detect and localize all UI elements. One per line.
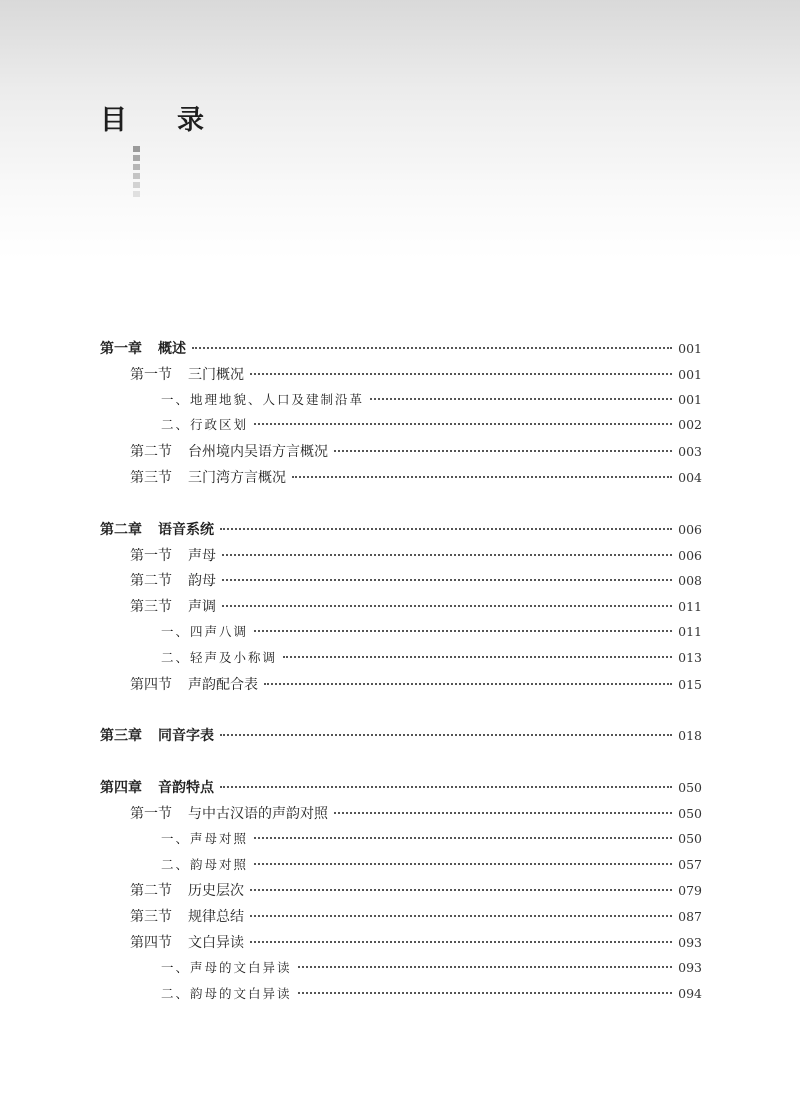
decorative-square	[133, 191, 140, 197]
toc-entry-section[interactable]	[100, 364, 702, 390]
toc-page-number: 050	[678, 805, 702, 821]
toc-entry-title: 历史层次	[188, 883, 244, 900]
toc-entry-title: 二、韵母的文白异读	[161, 985, 292, 1001]
decorative-square	[133, 164, 140, 170]
dot-leader	[370, 398, 672, 400]
toc-entry-section[interactable]	[100, 906, 702, 932]
dot-leader	[222, 554, 672, 556]
toc-entry-number: 第四章	[100, 780, 142, 797]
toc-entry-label	[161, 415, 248, 433]
dot-leader	[292, 476, 672, 478]
toc-entry-number: 第三章	[100, 728, 142, 745]
decorative-square	[133, 182, 140, 188]
title-char-2: 录	[177, 105, 204, 136]
toc-page-number: 008	[678, 573, 702, 589]
dot-leader	[222, 579, 672, 581]
toc-entry-title: 语音系统	[158, 521, 214, 538]
toc-entry-title: 三门概况	[188, 366, 244, 383]
toc-entry-sub[interactable]	[100, 984, 702, 1010]
toc-entry-title: 一、声母的文白异读	[161, 959, 292, 975]
decorative-squares	[133, 146, 140, 197]
toc-entry-title: 音韵特点	[158, 780, 214, 797]
dot-leader	[250, 373, 672, 375]
toc-spacer	[100, 493, 702, 519]
toc-page-number: 050	[678, 830, 702, 846]
toc-page-number: 001	[678, 366, 702, 382]
dot-leader	[298, 966, 672, 968]
toc-entry-section[interactable]	[100, 467, 702, 493]
toc-page-number: 093	[678, 959, 702, 975]
dot-leader	[283, 656, 672, 658]
toc-entry-label	[100, 519, 214, 539]
toc-entry-sub[interactable]	[100, 958, 702, 984]
toc-entry-chapter[interactable]	[100, 725, 702, 751]
dot-leader	[334, 450, 672, 452]
dot-leader	[220, 734, 672, 736]
toc-entry-title: 二、轻声及小称调	[161, 649, 278, 665]
toc-entry-title: 文白异读	[188, 934, 244, 951]
toc-entry-number: 第二节	[130, 883, 172, 900]
toc-entry-section[interactable]	[100, 545, 702, 571]
toc-entry-section[interactable]	[100, 674, 702, 700]
toc-entry-title: 声韵配合表	[188, 676, 258, 693]
decorative-square	[133, 173, 140, 179]
toc-entry-sub[interactable]	[100, 622, 702, 648]
dot-leader	[220, 528, 672, 530]
dot-leader	[298, 992, 672, 994]
toc-entry-label	[130, 932, 244, 952]
toc-entry-title: 概述	[158, 341, 186, 357]
toc-entry-title: 一、四声八调	[161, 623, 249, 639]
toc-entry-chapter[interactable]	[100, 519, 702, 545]
toc-entry-sub[interactable]	[100, 415, 702, 441]
toc-entry-title: 台州境内吴语方言概况	[188, 444, 328, 461]
toc-entry-label	[130, 467, 286, 487]
toc-page-number: 015	[678, 676, 702, 692]
toc-entry-title: 一、地理地貌、人口及建制沿革	[161, 391, 365, 407]
toc-page-number: 011	[678, 599, 702, 615]
toc-page-number: 050	[678, 780, 702, 796]
toc-entry-label	[161, 390, 364, 408]
toc-entry-title: 二、韵母对照	[161, 856, 249, 872]
toc-entry-section[interactable]	[100, 932, 702, 958]
toc-entry-label	[161, 622, 248, 640]
toc-page-number: 003	[678, 444, 702, 460]
toc-entry-number: 第一章	[100, 341, 142, 357]
toc-entry-number: 第四节	[130, 676, 172, 693]
toc-entry-chapter[interactable]	[100, 777, 702, 803]
toc-entry-label	[130, 803, 328, 823]
toc-entry-number: 第四节	[130, 934, 172, 951]
toc-entry-label	[100, 777, 214, 797]
toc-entry-number: 第二节	[130, 444, 172, 461]
toc-entry-title: 三门湾方言概况	[188, 469, 286, 486]
toc-page-number: 006	[678, 521, 702, 537]
dot-leader	[254, 423, 672, 425]
toc-page-number: 001	[678, 341, 702, 356]
toc-entry-number: 第三节	[130, 469, 172, 486]
toc-entry-sub[interactable]	[100, 648, 702, 674]
decorative-square	[133, 146, 140, 152]
toc-page-number: 018	[678, 728, 702, 744]
dot-leader	[254, 630, 672, 632]
toc-page-number: 006	[678, 547, 702, 563]
toc-entry-section[interactable]	[100, 880, 702, 906]
toc-entry-label	[130, 545, 216, 565]
toc-page-number: 011	[678, 623, 702, 639]
dot-leader	[222, 605, 672, 607]
toc-entry-sub[interactable]	[100, 855, 702, 881]
toc-entry-title: 一、声母对照	[161, 830, 249, 846]
toc-entry-number: 第一节	[130, 366, 172, 383]
toc-entry-title: 同音字表	[158, 728, 214, 745]
decorative-square	[133, 155, 140, 161]
toc-page-number: 094	[678, 985, 702, 1001]
toc-entry-title: 与中古汉语的声韵对照	[188, 805, 328, 822]
toc-entry-number: 第二章	[100, 521, 142, 538]
toc-spacer	[100, 751, 702, 777]
toc-entry-number: 第一节	[130, 547, 172, 564]
toc-page-number: 001	[678, 391, 702, 407]
toc-entry-label	[161, 648, 277, 666]
toc-page-number: 002	[678, 417, 702, 433]
toc-entry-number: 第一节	[130, 805, 172, 822]
dot-leader	[220, 786, 672, 788]
toc-entry-label	[161, 855, 248, 873]
toc-page-number: 079	[678, 883, 702, 899]
dot-leader	[250, 915, 672, 917]
toc-entry-section[interactable]	[100, 596, 702, 622]
toc-entry-number: 第三节	[130, 599, 172, 616]
table-of-contents	[100, 338, 702, 1009]
toc-entry-sub[interactable]	[100, 829, 702, 855]
toc-entry-label	[161, 984, 292, 1002]
toc-entry-title: 二、行政区划	[161, 417, 249, 433]
toc-page-number: 087	[678, 909, 702, 925]
toc-entry-number: 第三节	[130, 909, 172, 926]
toc-spacer	[100, 699, 702, 725]
toc-page-number: 013	[678, 649, 702, 665]
toc-entry-label	[161, 958, 292, 976]
page-title	[100, 104, 204, 138]
toc-entry-label	[130, 880, 244, 900]
toc-entry-label	[130, 364, 244, 384]
toc-entry-title: 规律总结	[188, 909, 244, 926]
toc-entry-title: 韵母	[188, 573, 216, 590]
toc-entry-title: 声调	[188, 599, 216, 616]
dot-leader	[334, 812, 672, 814]
dot-leader	[254, 837, 672, 839]
dot-leader	[250, 941, 672, 943]
toc-entry-sub[interactable]	[100, 390, 702, 416]
dot-leader	[254, 863, 672, 865]
toc-entry-section[interactable]	[100, 570, 702, 596]
toc-page-number: 057	[678, 856, 702, 872]
toc-entry-section[interactable]	[100, 803, 702, 829]
dot-leader	[192, 347, 672, 349]
toc-entry-label	[100, 338, 186, 358]
toc-entry-number: 第二节	[130, 573, 172, 590]
toc-entry-label	[130, 596, 216, 616]
toc-entry-section[interactable]	[100, 441, 702, 467]
toc-page-number: 004	[678, 469, 702, 485]
toc-entry-label	[130, 674, 258, 694]
toc-entry-label	[130, 906, 244, 926]
dot-leader	[264, 683, 672, 685]
toc-entry-label	[161, 829, 248, 847]
toc-entry-label	[100, 725, 214, 745]
toc-entry-label	[130, 441, 328, 461]
toc-entry-chapter[interactable]	[100, 338, 702, 364]
toc-entry-title: 声母	[188, 547, 216, 564]
toc-entry-label	[130, 570, 216, 590]
toc-page-number: 093	[678, 934, 702, 950]
title-char-1: 目	[100, 105, 127, 136]
dot-leader	[250, 889, 672, 891]
